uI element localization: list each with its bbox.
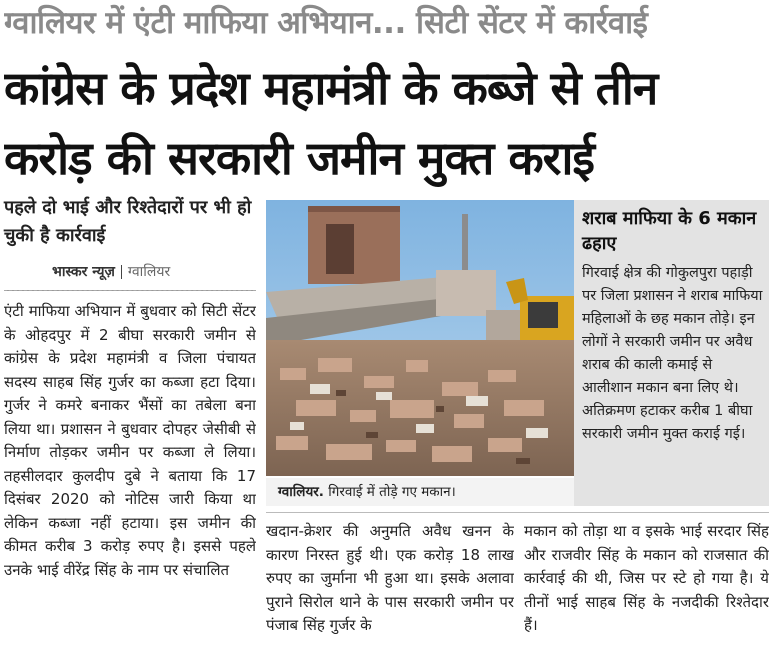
sidebar-text: गिरवाई क्षेत्र की गोकुलपुरा पहाड़ी पर जिला प्रशासन ने शराब माफिया महिलाओं के छह मकान तोड़े। इन लोगों ने सरकारी जमीन पर अवैध शराब की काली कमाई से आलीशान मकान बना लिए थे। अतिक्रमण हटाकर करीब 1 बीघा सरकारी जमीन मुक्त कराई गई। — [582, 265, 763, 442]
article-column-2 — [266, 520, 514, 656]
subheadline: पहले दो भाई और रिश्तेदारों पर भी हो चुकी है कार्रवाई — [4, 197, 252, 246]
article-text-3: मकान को तोड़ा था व इसके भाई सरदार सिंह और राजवीर सिंह के मकान को राजसात की कार्रवाई की थी, जिस पर स्टे हो गया है। ये तीनों भाई साहब सिंह के नजदीकी रिश्तेदार हैं। — [524, 522, 769, 634]
byline-city: ग्वालियर — [127, 264, 171, 280]
news-photo-demolition — [266, 200, 574, 476]
sidebar-box — [574, 200, 769, 506]
byline-source: भास्कर न्यूज़ — [52, 264, 115, 280]
caption-text: गिरवाई में तोड़े गए मकान। — [328, 484, 456, 500]
section-divider — [266, 512, 769, 513]
demolition-photo-illustration — [266, 200, 574, 476]
column-divider — [4, 290, 256, 291]
photo-caption — [266, 478, 574, 506]
caption-location: ग्वालियर. — [278, 484, 324, 500]
sidebar-title: शराब माफिया के 6 मकान ढहाए — [582, 208, 757, 254]
kicker-line: ग्वालियर में एंटी माफिया अभियान... सिटी सेंटर में कार्रवाई — [4, 5, 648, 41]
article-text-2: खदान-क्रेशर की अनुमति अवैध खनन के कारण निरस्त हुई थी। एक करोड़ 18 लाख रुपए का जुर्माना भी हुआ था। इसके अलावा पुराने सिरोल थाने के पास सरकारी जमीन पर पंजाब सिंह गुर्जर के — [266, 522, 514, 634]
headline-line-1: कांग्रेस के प्रदेश महामंत्री के कब्जे से तीन — [4, 61, 658, 115]
article-column-3 — [524, 520, 769, 656]
article-text-1: एंटी माफिया अभियान में बुधवार को सिटी सेंटर के ओहदपुर में 2 बीघा सरकारी जमीन से कांग्रेस के प्रदेश महामंत्री व जिला पंचायत सदस्य साहब सिंह गुर्जर का कब्जा हटा दिया। गुर्जर ने कमरे बनाकर भैंसों का तबेला बना लिया था। प्रशासन ने बुधवार दोपहर जेसीबी से निर्माण तोड़कर जमीन पर कब्जा ले लिया। तहसीलदार कुलदीप दुबे ने बताया कि 17 दिसंबर 2020 को नोटिस जारी किया था लेकिन कब्जा नहीं हटाया। इस जमीन की कीमत करीब 3 करोड़ रुपए है। इससे पहले उनके भाई वीरेंद्र सिंह के नाम पर संचालित — [4, 302, 256, 579]
byline-separator — [121, 265, 122, 279]
article-column-1 — [4, 300, 256, 656]
headline-line-2: करोड़ की सरकारी जमीन मुक्त कराई — [4, 131, 594, 185]
byline — [52, 262, 170, 281]
